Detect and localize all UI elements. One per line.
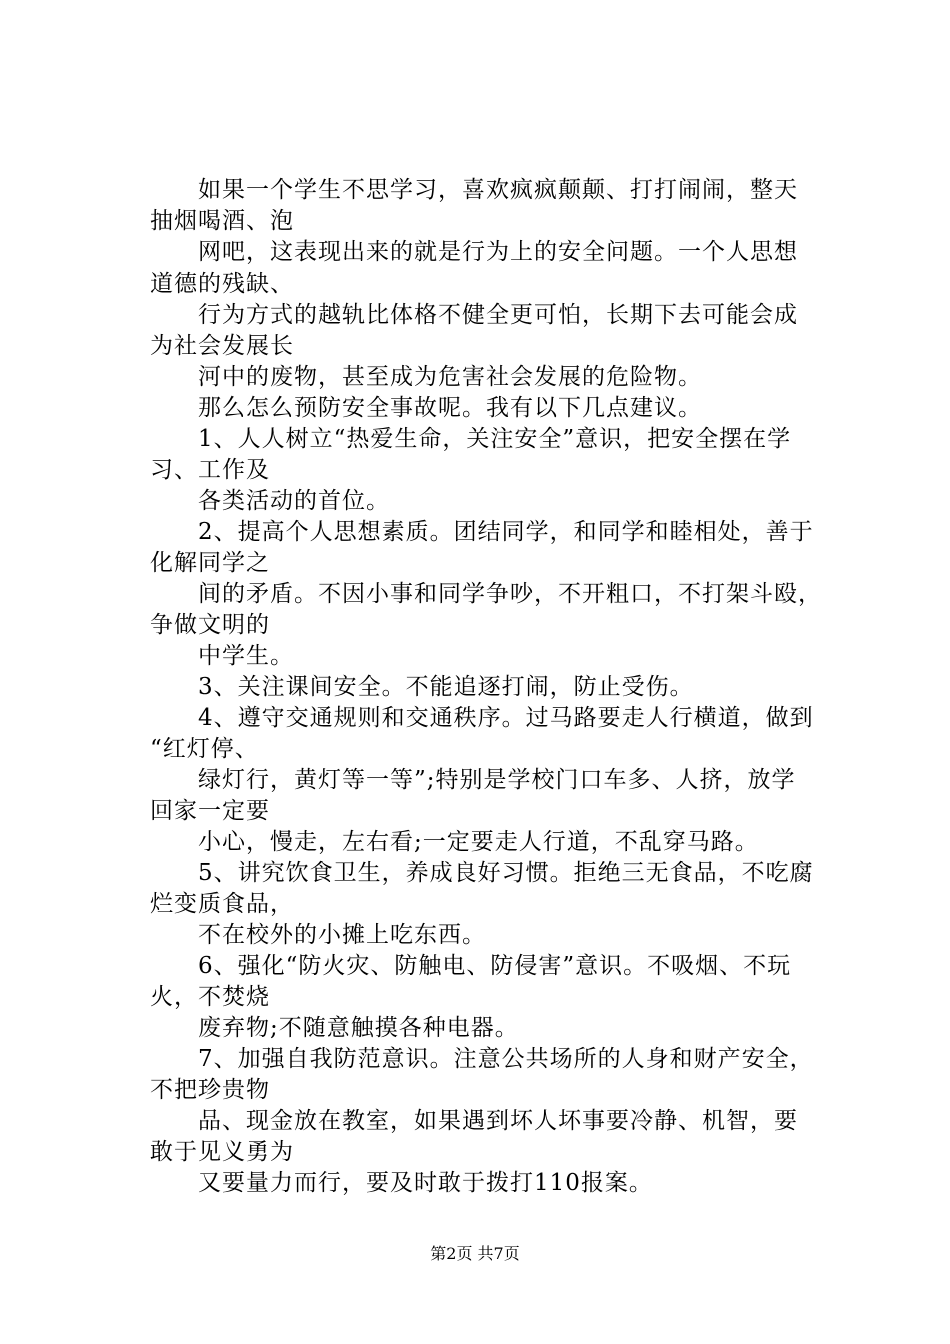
body-text-line: 网吧，这表现出来的就是行为上的安全问题。一个人思想	[150, 239, 798, 265]
page-number-footer: 第2页 共7页	[430, 1244, 520, 1263]
body-text-line: 5、讲究饮食卫生，养成良好习惯。拒绝三无食品，不吃腐	[150, 860, 814, 886]
body-text-line: 废弃物;不随意触摸各种电器。	[150, 1015, 519, 1041]
body-text-line: 那么怎么预防安全事故呢。我有以下几点建议。	[150, 395, 702, 421]
body-text-line: 化解同学之	[150, 550, 270, 576]
body-text-line: 1、人人树立“热爱生命，关注安全”意识，把安全摆在学	[150, 426, 792, 452]
body-text-line: 小心，慢走，左右看;一定要走人行道，不乱穿马路。	[150, 829, 759, 855]
body-text-line: 行为方式的越轨比体格不健全更可怕，长期下去可能会成	[150, 302, 798, 328]
body-text-line: 绿灯行，黄灯等一等”;特别是学校门口车多、人挤，放学	[150, 767, 796, 793]
body-text-line: 不在校外的小摊上吃东西。	[150, 922, 486, 948]
body-text-line: 又要量力而行，要及时敢于拨打110报案。	[150, 1170, 653, 1196]
body-text-line: 不把珍贵物	[150, 1077, 270, 1103]
body-text-line: 道德的残缺、	[150, 271, 294, 297]
body-text-line: 2、提高个人思想素质。团结同学，和同学和睦相处，善于	[150, 519, 814, 545]
body-text-line: 各类活动的首位。	[150, 488, 390, 514]
body-text-line: 争做文明的	[150, 612, 270, 638]
body-text-line: 火，不焚烧	[150, 984, 270, 1010]
body-text-line: 抽烟喝酒、泡	[150, 208, 294, 234]
body-text-line: 中学生。	[150, 643, 294, 669]
body-text-line: 品、现金放在教室，如果遇到坏人坏事要冷静、机智，要	[150, 1108, 798, 1134]
body-text-line: 3、关注课间安全。不能追逐打闹，防止受伤。	[150, 674, 694, 700]
body-text-line: 敢于见义勇为	[150, 1139, 294, 1165]
body-text-line: 如果一个学生不思学习，喜欢疯疯颠颠、打打闹闹，整天	[150, 177, 798, 203]
body-text-line: “红灯停、	[150, 736, 259, 762]
body-text-line: 河中的废物，甚至成为危害社会发展的危险物。	[150, 364, 702, 390]
body-text-line: 4、遵守交通规则和交通秩序。过马路要走人行横道，做到	[150, 705, 814, 731]
body-text-line: 回家一定要	[150, 798, 270, 824]
body-text-line: 7、加强自我防范意识。注意公共场所的人身和财产安全，	[150, 1046, 814, 1072]
body-text-line: 烂变质食品，	[150, 891, 294, 917]
body-text-line: 间的矛盾。不因小事和同学争吵，不开粗口，不打架斗殴，	[150, 581, 822, 607]
body-text-line: 6、强化“防火灾、防触电、防侵害”意识。不吸烟、不玩	[150, 953, 792, 979]
body-text-line: 习、工作及	[150, 457, 270, 483]
body-text-line: 为社会发展长	[150, 333, 294, 359]
